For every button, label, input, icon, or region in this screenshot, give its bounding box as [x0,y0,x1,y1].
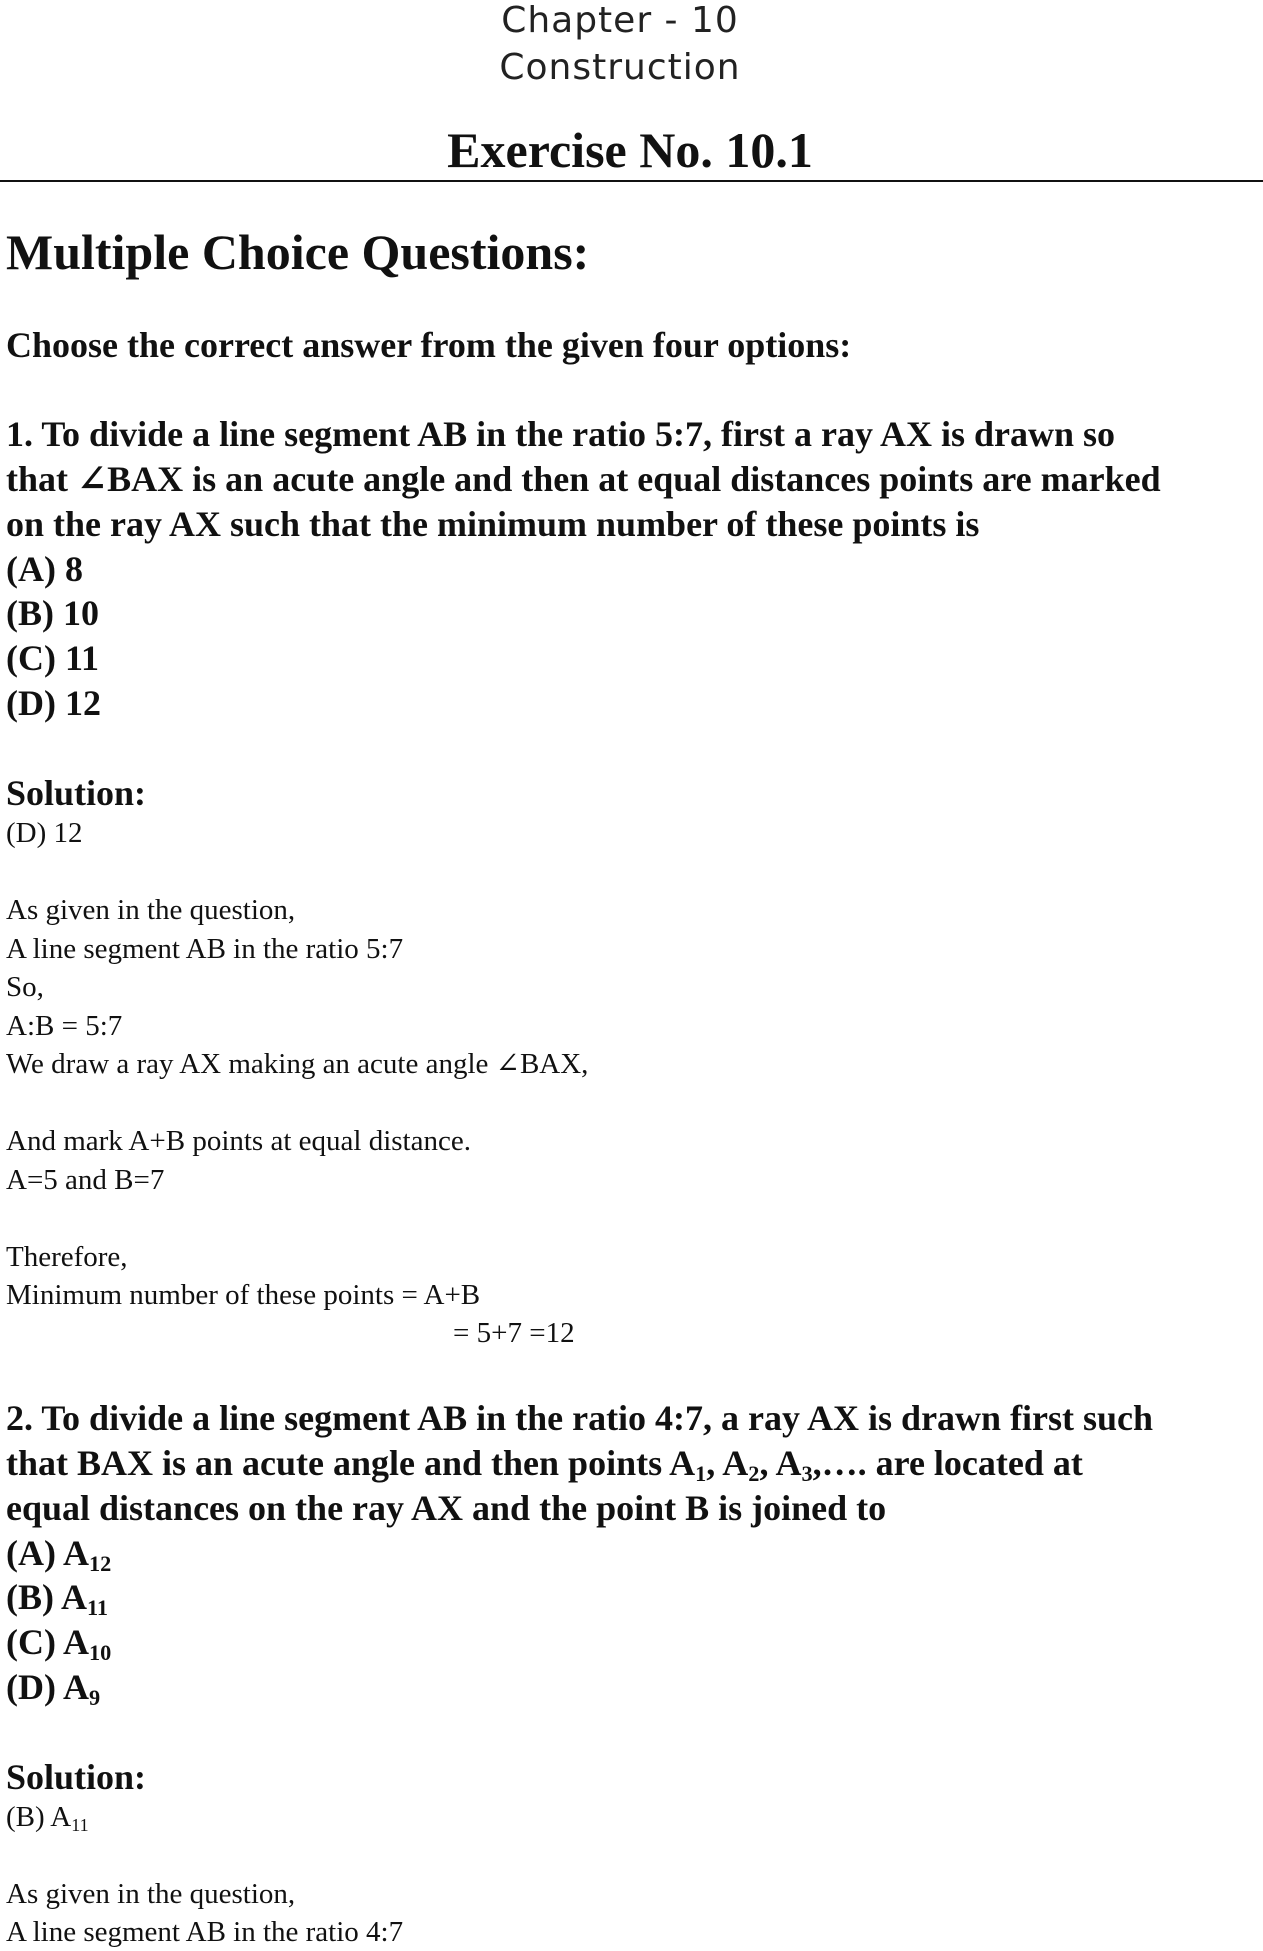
option-label: (B) A [6,1577,87,1617]
question-2-option-a [6,1531,111,1575]
question-1-line-3: on the ray AX such that the minimum number of these points is [6,504,980,544]
question-2-line-2-text: that BAX is an acute angle and then points A [6,1443,696,1483]
subscript: 12 [89,1551,112,1577]
chapter-number: Chapter - 10 [501,0,739,41]
question-2-line-2-text: , A [759,1443,802,1483]
subscript: 11 [71,1815,89,1836]
question-1-step: We draw a ray AX making an acute angle ∠BAX, [6,1048,589,1080]
subscript: 2 [748,1461,760,1487]
question-1-step-result: = 5+7 =12 [453,1317,575,1349]
question-1-solution-heading: Solution: [6,773,147,813]
question-1-step: A line segment AB in the ratio 5:7 [6,933,404,965]
question-1-step: So, [6,971,44,1003]
option-label: (A) A [6,1533,89,1573]
question-1-step: And mark A+B points at equal distance. [6,1125,471,1157]
question-2-solution-heading: Solution: [6,1757,147,1797]
question-1-option-b: (B) 10 [6,593,99,633]
question-2-line-2-text: ,…. are located at [812,1443,1083,1483]
question-2-option-c [6,1620,111,1664]
question-2-line-1: 2. To divide a line segment AB in the ratio 4:7, a ray AX is drawn first such [6,1398,1154,1438]
option-label: (D) A [6,1667,89,1707]
question-1-step: Therefore, [6,1241,128,1273]
question-1-step: A:B = 5:7 [6,1010,123,1042]
question-2-option-d [6,1665,100,1709]
chapter-title: Construction [499,47,741,88]
subscript: 10 [89,1640,112,1666]
question-1-line-1: 1. To divide a line segment AB in the ratio 5:7, first a ray AX is drawn so [6,414,1116,454]
question-1-line-2: that ∠BAX is an acute angle and then at equal distances points are marked [6,459,1161,499]
subscript: 3 [801,1461,813,1487]
question-1-step: A=5 and B=7 [6,1164,165,1196]
question-1-option-c: (C) 11 [6,638,99,678]
section-instruction: Choose the correct answer from the given four options: [6,325,852,365]
section-title: Multiple Choice Questions: [6,224,590,280]
question-2-line-3: equal distances on the ray AX and the point B is joined to [6,1488,887,1528]
question-2-line-2-text: , A [706,1443,749,1483]
subscript: 1 [695,1461,707,1487]
question-1-answer: (D) 12 [6,817,83,849]
question-2-option-b [6,1575,108,1619]
question-2-step: A line segment AB in the ratio 4:7 [6,1916,404,1948]
question-1-option-a: (A) 8 [6,549,83,589]
question-1-step: Minimum number of these points = A+B [6,1279,481,1311]
question-2-line-2 [6,1441,1256,1486]
question-2-answer [6,1798,89,1836]
option-label: (C) A [6,1622,89,1662]
exercise-heading: Exercise No. 10.1 [447,122,813,178]
subscript: 9 [89,1685,101,1711]
question-1-option-d: (D) 12 [6,683,101,723]
question-1-step: As given in the question, [6,894,296,926]
question-2-step: As given in the question, [6,1878,296,1910]
answer-label: (B) A [6,1801,72,1833]
header-divider [0,180,1263,182]
subscript: 11 [87,1595,109,1621]
